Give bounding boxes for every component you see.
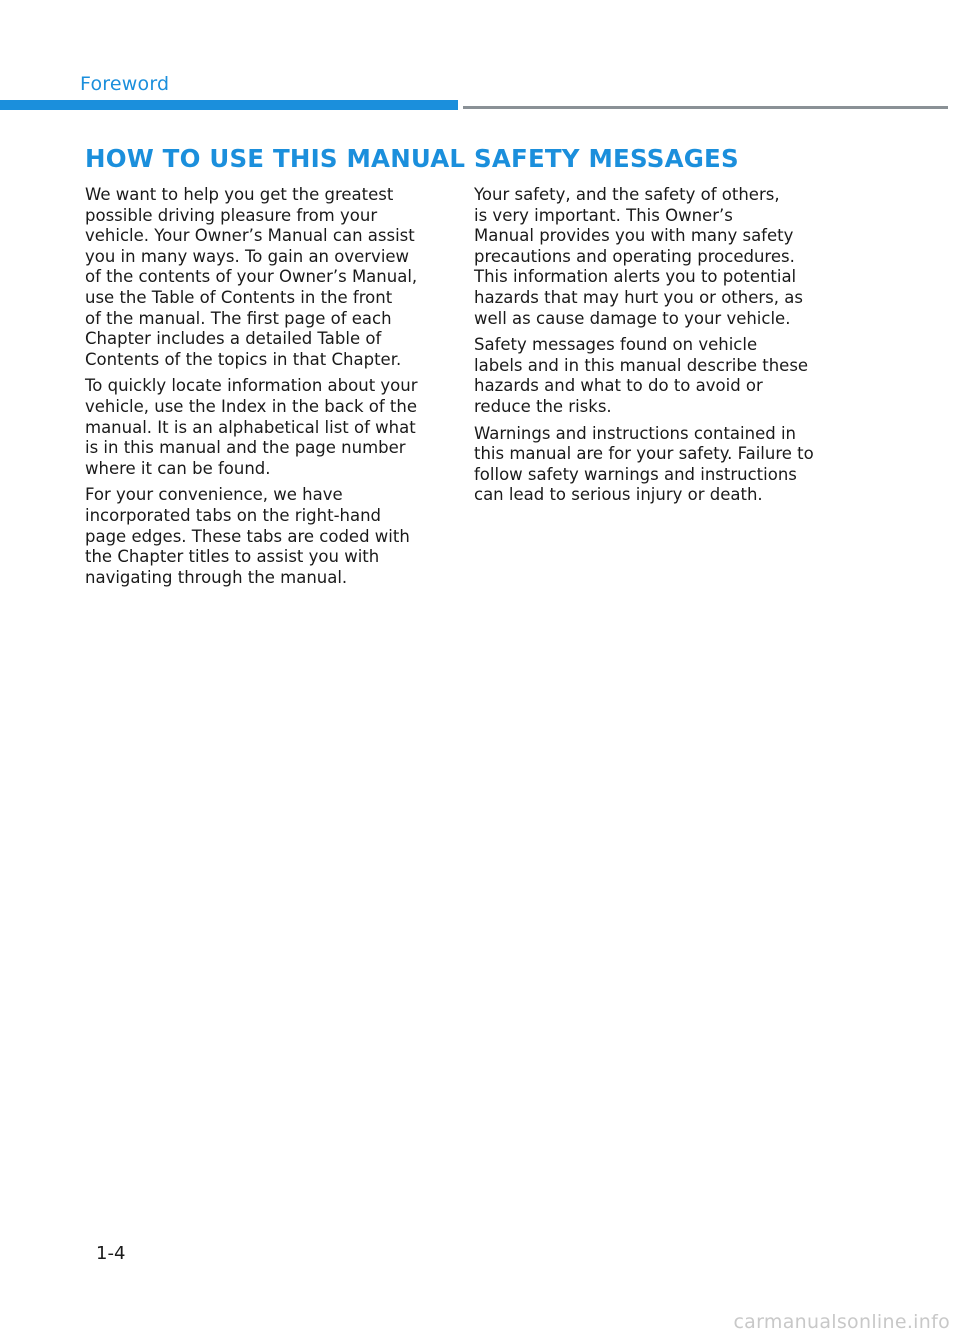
- paragraph-line: navigating through the manual.: [85, 567, 348, 587]
- paragraph-line: of the contents of your Owner’s Manual,: [85, 267, 418, 287]
- paragraph: [474, 335, 826, 417]
- section-heading-how-to-use: HOW TO USE THIS MANUAL: [85, 144, 466, 173]
- page-header-title: Foreword: [80, 73, 170, 95]
- paragraph-line: follow safety warnings and instructions: [474, 464, 797, 484]
- paragraph-line: vehicle. Your Owner’s Manual can assist: [85, 226, 415, 246]
- paragraph: [85, 485, 435, 588]
- paragraph-line: labels and in this manual describe these: [474, 355, 809, 375]
- header-divider-rule: [463, 106, 948, 109]
- left-column: [85, 142, 466, 594]
- paragraph-line: this manual are for your safety. Failure to: [474, 444, 814, 464]
- paragraph-line: vehicle, use the Index in the back of the: [85, 396, 417, 416]
- paragraph: [85, 376, 435, 479]
- paragraph-line: where it can be found.: [85, 458, 271, 478]
- paragraph-line: can lead to serious injury or death.: [474, 485, 763, 505]
- paragraph-line: hazards that may hurt you or others, as: [474, 287, 803, 307]
- header-accent-rule: [0, 100, 458, 110]
- paragraph-line: This information alerts you to potential: [474, 267, 797, 287]
- section-heading-safety-messages: SAFETY MESSAGES: [474, 144, 739, 173]
- page-number: 1-4: [96, 1243, 126, 1264]
- paragraph: [474, 424, 826, 506]
- paragraph-line: Safety messages found on vehicle: [474, 335, 758, 355]
- paragraph-line: We want to help you get the greatest: [85, 185, 394, 204]
- paragraph-line: the Chapter titles to assist you with: [85, 547, 380, 567]
- section-body-how-to-use: [85, 185, 435, 588]
- right-column: [474, 142, 826, 512]
- paragraph-line: well as cause damage to your vehicle.: [474, 308, 791, 328]
- paragraph-line: is in this manual and the page number: [85, 438, 406, 458]
- paragraph-line: Chapter includes a detailed Table of: [85, 329, 382, 349]
- paragraph-line: Your safety, and the safety of others,: [474, 185, 780, 204]
- paragraph-line: manual. It is an alphabetical list of what: [85, 417, 416, 437]
- watermark-text: carmanualsonline.info: [733, 1311, 950, 1333]
- paragraph-line: is very important. This Owner’s: [474, 205, 733, 225]
- paragraph-line: hazards and what to do to avoid or: [474, 376, 763, 396]
- paragraph-line: Warnings and instructions contained in: [474, 423, 796, 443]
- paragraph-line: reduce the risks.: [474, 396, 612, 416]
- paragraph-line: Contents of the topics in that Chapter.: [85, 349, 402, 369]
- paragraph-line: page edges. These tabs are coded with: [85, 526, 410, 546]
- paragraph-line: possible driving pleasure from your: [85, 205, 378, 225]
- paragraph-line: For your convenience, we have: [85, 485, 343, 505]
- paragraph-line: To quickly locate information about your: [85, 376, 418, 396]
- paragraph-line: use the Table of Contents in the front: [85, 287, 393, 307]
- paragraph-line: of the manual. The first page of each: [85, 308, 392, 328]
- paragraph: [85, 185, 435, 370]
- paragraph-line: precautions and operating procedures.: [474, 246, 795, 266]
- paragraph-line: you in many ways. To gain an overview: [85, 246, 410, 266]
- paragraph: [474, 185, 826, 329]
- paragraph-line: Manual provides you with many safety: [474, 226, 794, 246]
- paragraph-line: incorporated tabs on the right-hand: [85, 505, 382, 525]
- section-body-safety-messages: [474, 185, 826, 506]
